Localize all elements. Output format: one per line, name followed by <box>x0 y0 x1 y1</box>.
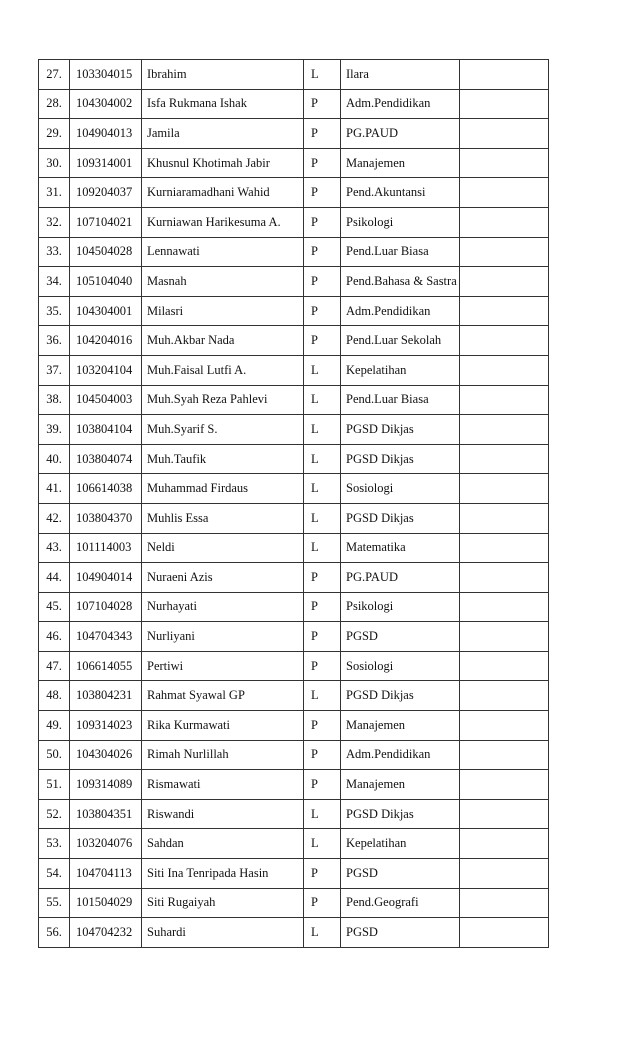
student-id-cell: 104704232 <box>70 918 142 948</box>
row-number-cell: 52. <box>39 799 70 829</box>
empty-cell <box>460 148 549 178</box>
gender-cell: P <box>304 119 341 149</box>
row-number-cell: 46. <box>39 622 70 652</box>
table-row <box>39 829 549 859</box>
student-id-cell: 103804351 <box>70 799 142 829</box>
gender-cell: P <box>304 563 341 593</box>
study-program-cell: Manajemen <box>341 148 460 178</box>
gender-cell: L <box>304 415 341 445</box>
table-row <box>39 119 549 149</box>
student-name-cell: Riswandi <box>142 799 304 829</box>
gender-cell: P <box>304 178 341 208</box>
row-number-cell: 42. <box>39 503 70 533</box>
gender-cell: P <box>304 148 341 178</box>
gender-cell: L <box>304 829 341 859</box>
gender-cell: P <box>304 770 341 800</box>
study-program-cell: Ilara <box>341 60 460 90</box>
student-name-cell: Rimah Nurlillah <box>142 740 304 770</box>
student-id-cell: 106614055 <box>70 651 142 681</box>
student-id-cell: 104704113 <box>70 859 142 889</box>
student-id-cell: 103204076 <box>70 829 142 859</box>
student-name-cell: Sahdan <box>142 829 304 859</box>
table-row <box>39 415 549 445</box>
study-program-cell: Adm.Pendidikan <box>341 89 460 119</box>
row-number-cell: 28. <box>39 89 70 119</box>
table-row <box>39 474 549 504</box>
table-row <box>39 533 549 563</box>
empty-cell <box>460 799 549 829</box>
student-id-cell: 107104028 <box>70 592 142 622</box>
empty-cell <box>460 651 549 681</box>
table-row <box>39 859 549 889</box>
table-row <box>39 237 549 267</box>
table-row <box>39 770 549 800</box>
gender-cell: L <box>304 918 341 948</box>
table-row <box>39 267 549 297</box>
empty-cell <box>460 681 549 711</box>
student-name-cell: Pertiwi <box>142 651 304 681</box>
row-number-cell: 44. <box>39 563 70 593</box>
student-name-cell: Muh.Syarif S. <box>142 415 304 445</box>
student-name-cell: Kurniaramadhani Wahid <box>142 178 304 208</box>
empty-cell <box>460 859 549 889</box>
student-name-cell: Rismawati <box>142 770 304 800</box>
row-number-cell: 31. <box>39 178 70 208</box>
empty-cell <box>460 326 549 356</box>
student-id-cell: 103804104 <box>70 415 142 445</box>
row-number-cell: 55. <box>39 888 70 918</box>
study-program-cell: Pend.Geografi <box>341 888 460 918</box>
student-id-cell: 104304026 <box>70 740 142 770</box>
gender-cell: P <box>304 740 341 770</box>
study-program-cell: PGSD Dikjas <box>341 681 460 711</box>
table-body <box>39 60 549 948</box>
study-program-cell: Sosiologi <box>341 651 460 681</box>
student-id-cell: 104904014 <box>70 563 142 593</box>
gender-cell: L <box>304 681 341 711</box>
study-program-cell: Pend.Bahasa & Sastra <box>341 267 460 297</box>
student-id-cell: 104304001 <box>70 296 142 326</box>
student-name-cell: Masnah <box>142 267 304 297</box>
student-name-cell: Rika Kurmawati <box>142 711 304 741</box>
row-number-cell: 48. <box>39 681 70 711</box>
study-program-cell: PG.PAUD <box>341 563 460 593</box>
empty-cell <box>460 89 549 119</box>
row-number-cell: 33. <box>39 237 70 267</box>
empty-cell <box>460 829 549 859</box>
empty-cell <box>460 237 549 267</box>
student-name-cell: Siti Ina Tenripada Hasin <box>142 859 304 889</box>
study-program-cell: Sosiologi <box>341 474 460 504</box>
table-row <box>39 296 549 326</box>
gender-cell: L <box>304 444 341 474</box>
student-id-cell: 109314023 <box>70 711 142 741</box>
empty-cell <box>460 770 549 800</box>
empty-cell <box>460 740 549 770</box>
study-program-cell: PGSD Dikjas <box>341 503 460 533</box>
student-id-cell: 104504028 <box>70 237 142 267</box>
table-row <box>39 444 549 474</box>
student-id-cell: 103804074 <box>70 444 142 474</box>
gender-cell: P <box>304 888 341 918</box>
table-row <box>39 503 549 533</box>
study-program-cell: Kepelatihan <box>341 355 460 385</box>
row-number-cell: 30. <box>39 148 70 178</box>
empty-cell <box>460 918 549 948</box>
table-row <box>39 148 549 178</box>
study-program-cell: Pend.Luar Biasa <box>341 237 460 267</box>
table-row <box>39 799 549 829</box>
study-program-cell: Adm.Pendidikan <box>341 740 460 770</box>
gender-cell: P <box>304 711 341 741</box>
row-number-cell: 37. <box>39 355 70 385</box>
student-name-cell: Muhlis Essa <box>142 503 304 533</box>
row-number-cell: 38. <box>39 385 70 415</box>
row-number-cell: 49. <box>39 711 70 741</box>
row-number-cell: 29. <box>39 119 70 149</box>
study-program-cell: Kepelatihan <box>341 829 460 859</box>
empty-cell <box>460 385 549 415</box>
student-name-cell: Khusnul Khotimah Jabir <box>142 148 304 178</box>
gender-cell: P <box>304 89 341 119</box>
table-row <box>39 178 549 208</box>
row-number-cell: 34. <box>39 267 70 297</box>
study-program-cell: Pend.Luar Biasa <box>341 385 460 415</box>
student-id-cell: 109204037 <box>70 178 142 208</box>
student-name-cell: Ibrahim <box>142 60 304 90</box>
row-number-cell: 32. <box>39 207 70 237</box>
student-name-cell: Rahmat Syawal GP <box>142 681 304 711</box>
study-program-cell: Manajemen <box>341 770 460 800</box>
gender-cell: P <box>304 207 341 237</box>
empty-cell <box>460 267 549 297</box>
row-number-cell: 54. <box>39 859 70 889</box>
student-name-cell: Muh.Akbar Nada <box>142 326 304 356</box>
empty-cell <box>460 563 549 593</box>
student-id-cell: 101504029 <box>70 888 142 918</box>
study-program-cell: PGSD Dikjas <box>341 415 460 445</box>
row-number-cell: 27. <box>39 60 70 90</box>
empty-cell <box>460 355 549 385</box>
student-name-cell: Siti Rugaiyah <box>142 888 304 918</box>
student-name-cell: Jamila <box>142 119 304 149</box>
student-name-cell: Nuraeni Azis <box>142 563 304 593</box>
row-number-cell: 45. <box>39 592 70 622</box>
study-program-cell: Matematika <box>341 533 460 563</box>
gender-cell: L <box>304 799 341 829</box>
study-program-cell: Psikologi <box>341 207 460 237</box>
study-program-cell: Adm.Pendidikan <box>341 296 460 326</box>
student-id-cell: 103204104 <box>70 355 142 385</box>
table-row <box>39 355 549 385</box>
study-program-cell: Manajemen <box>341 711 460 741</box>
student-id-cell: 101114003 <box>70 533 142 563</box>
empty-cell <box>460 888 549 918</box>
row-number-cell: 40. <box>39 444 70 474</box>
student-name-cell: Muh.Taufik <box>142 444 304 474</box>
gender-cell: P <box>304 651 341 681</box>
empty-cell <box>460 444 549 474</box>
table-row <box>39 651 549 681</box>
study-program-cell: PGSD <box>341 918 460 948</box>
gender-cell: P <box>304 267 341 297</box>
study-program-cell: Psikologi <box>341 592 460 622</box>
student-id-cell: 104304002 <box>70 89 142 119</box>
empty-cell <box>460 592 549 622</box>
row-number-cell: 41. <box>39 474 70 504</box>
table-row <box>39 207 549 237</box>
empty-cell <box>460 711 549 741</box>
student-name-cell: Muh.Syah Reza Pahlevi <box>142 385 304 415</box>
row-number-cell: 43. <box>39 533 70 563</box>
empty-cell <box>460 474 549 504</box>
student-name-cell: Kurniawan Harikesuma A. <box>142 207 304 237</box>
student-name-cell: Nurhayati <box>142 592 304 622</box>
table-row <box>39 918 549 948</box>
study-program-cell: Pend.Akuntansi <box>341 178 460 208</box>
table-row <box>39 326 549 356</box>
table-row <box>39 60 549 90</box>
table-row <box>39 711 549 741</box>
row-number-cell: 50. <box>39 740 70 770</box>
student-id-cell: 104204016 <box>70 326 142 356</box>
empty-cell <box>460 60 549 90</box>
student-id-cell: 103304015 <box>70 60 142 90</box>
student-id-cell: 103804231 <box>70 681 142 711</box>
row-number-cell: 36. <box>39 326 70 356</box>
student-id-cell: 103804370 <box>70 503 142 533</box>
gender-cell: P <box>304 859 341 889</box>
empty-cell <box>460 503 549 533</box>
study-program-cell: PGSD Dikjas <box>341 444 460 474</box>
row-number-cell: 56. <box>39 918 70 948</box>
gender-cell: L <box>304 503 341 533</box>
gender-cell: L <box>304 474 341 504</box>
empty-cell <box>460 178 549 208</box>
row-number-cell: 47. <box>39 651 70 681</box>
gender-cell: L <box>304 385 341 415</box>
student-id-cell: 104904013 <box>70 119 142 149</box>
student-name-cell: Muh.Faisal Lutfi A. <box>142 355 304 385</box>
student-table <box>38 59 549 948</box>
row-number-cell: 53. <box>39 829 70 859</box>
study-program-cell: PG.PAUD <box>341 119 460 149</box>
study-program-cell: PGSD Dikjas <box>341 799 460 829</box>
table-row <box>39 385 549 415</box>
row-number-cell: 39. <box>39 415 70 445</box>
gender-cell: P <box>304 622 341 652</box>
student-name-cell: Milasri <box>142 296 304 326</box>
student-id-cell: 105104040 <box>70 267 142 297</box>
gender-cell: P <box>304 592 341 622</box>
empty-cell <box>460 415 549 445</box>
table-row <box>39 89 549 119</box>
empty-cell <box>460 533 549 563</box>
gender-cell: L <box>304 533 341 563</box>
student-name-cell: Isfa Rukmana Ishak <box>142 89 304 119</box>
empty-cell <box>460 622 549 652</box>
gender-cell: L <box>304 60 341 90</box>
gender-cell: L <box>304 355 341 385</box>
study-program-cell: PGSD <box>341 859 460 889</box>
study-program-cell: PGSD <box>341 622 460 652</box>
row-number-cell: 51. <box>39 770 70 800</box>
gender-cell: P <box>304 237 341 267</box>
table-row <box>39 563 549 593</box>
table-row <box>39 681 549 711</box>
student-name-cell: Nurliyani <box>142 622 304 652</box>
table-row <box>39 592 549 622</box>
student-name-cell: Muhammad Firdaus <box>142 474 304 504</box>
table-row <box>39 622 549 652</box>
table-row <box>39 888 549 918</box>
empty-cell <box>460 207 549 237</box>
student-name-cell: Suhardi <box>142 918 304 948</box>
student-id-cell: 104504003 <box>70 385 142 415</box>
empty-cell <box>460 296 549 326</box>
gender-cell: P <box>304 326 341 356</box>
student-id-cell: 104704343 <box>70 622 142 652</box>
gender-cell: P <box>304 296 341 326</box>
student-id-cell: 109314001 <box>70 148 142 178</box>
row-number-cell: 35. <box>39 296 70 326</box>
student-id-cell: 106614038 <box>70 474 142 504</box>
table-row <box>39 740 549 770</box>
empty-cell <box>460 119 549 149</box>
student-name-cell: Neldi <box>142 533 304 563</box>
student-id-cell: 109314089 <box>70 770 142 800</box>
student-name-cell: Lennawati <box>142 237 304 267</box>
study-program-cell: Pend.Luar Sekolah <box>341 326 460 356</box>
student-id-cell: 107104021 <box>70 207 142 237</box>
